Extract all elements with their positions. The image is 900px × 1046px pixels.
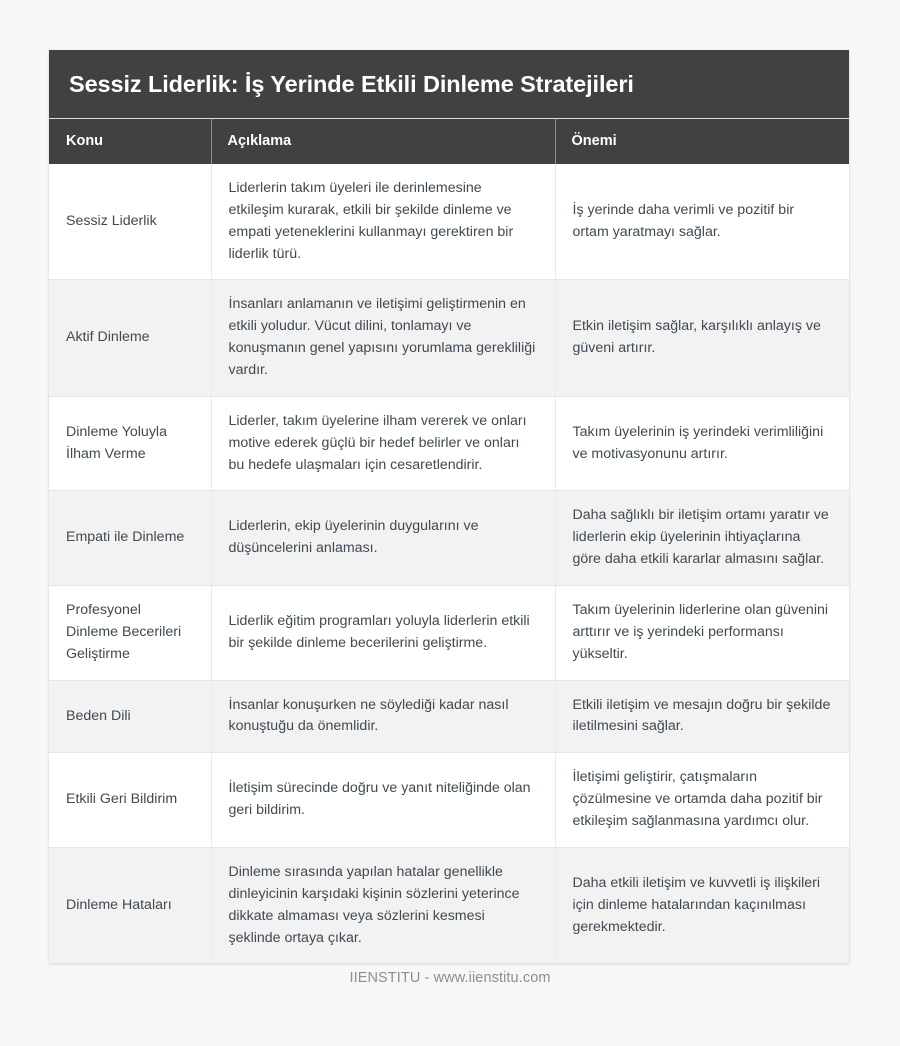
cell-description: İletişim sürecinde doğru ve yanıt niteliğinde olan geri bildirim. <box>211 753 555 848</box>
table-row <box>49 753 849 848</box>
cell-importance: Takım üyelerinin liderlerine olan güvenini arttırır ve iş yerindeki performansı yükseltir. <box>555 586 849 681</box>
cell-importance: Daha sağlıklı bir iletişim ortamı yaratır ve liderlerin ekip üyelerinin ihtiyaçlarına göre daha etkili kararlar almasını sağlar. <box>555 491 849 586</box>
cell-topic: Dinleme Hataları <box>49 847 211 963</box>
cell-importance: Daha etkili iletişim ve kuvvetli iş ilişkileri için dinleme hatalarından kaçınılması gerekmektedir. <box>555 847 849 963</box>
cell-description: İnsanları anlamanın ve iletişimi geliştirmenin en etkili yoludur. Vücut dilini, tonlamayı ve konuşmanın genel yapısını yorumlama gerekliliği vardır. <box>211 280 555 396</box>
cell-topic: Empati ile Dinleme <box>49 491 211 586</box>
cell-topic: Sessiz Liderlik <box>66 212 157 229</box>
footer-attribution: IIENSTITU - www.iienstitu.com <box>349 970 551 986</box>
table-row <box>49 847 849 963</box>
cell-topic: Beden Dili <box>49 680 211 753</box>
cell-topic: Profesyonel Dinleme Becerileri Geliştirme <box>49 586 211 681</box>
table-header-row <box>49 119 849 165</box>
cell-description: Liderlik eğitim programları yoluyla liderlerin etkili bir şekilde dinleme becerilerini geliştirme. <box>211 586 555 681</box>
table-row <box>49 164 849 280</box>
cell-importance: Takım üyelerinin iş yerindeki verimliliğini ve motivasyonunu artırır. <box>555 396 849 491</box>
cell-description: Liderlerin, ekip üyelerinin duygularını ve düşüncelerini anlaması. <box>211 491 555 586</box>
cell-topic: Dinleme Yoluyla İlham Verme <box>49 396 211 491</box>
cell-description: Liderlerin takım üyeleri ile derinlemesine etkileşim kurarak, etkili bir şekilde dinleme ve empati yeteneklerini kullanmayı gerektiren bir liderlik türü. <box>211 164 555 280</box>
cell-importance: İş yerinde daha verimli ve pozitif bir ortam yaratmayı sağlar. <box>555 164 849 280</box>
cell-topic: Etkili Geri Bildirim <box>49 753 211 848</box>
cell-importance: Etkin iletişim sağlar, karşılıklı anlayış ve güveni artırır. <box>555 280 849 396</box>
table-header <box>49 119 849 165</box>
table-row <box>49 586 849 681</box>
cell-topic: Aktif Dinleme <box>49 280 211 396</box>
column-header-aciklama: Açıklama <box>211 119 555 165</box>
column-header-konu: Konu <box>49 119 211 165</box>
cell-description: Liderler, takım üyelerine ilham vererek ve onları motive ederek güçlü bir hedef belirler ve onları bu hedefe ulaşmaları için cesaretlendirir. <box>211 396 555 491</box>
table-row <box>49 280 849 396</box>
column-header-onemi: Önemi <box>555 119 849 165</box>
page-title: Sessiz Liderlik: İş Yerinde Etkili Dinleme Stratejileri <box>49 50 849 118</box>
cell-description: İnsanlar konuşurken ne söylediği kadar nasıl konuştuğu da önemlidir. <box>211 680 555 753</box>
cell-description: Dinleme sırasında yapılan hatalar genellikle dinleyicinin karşıdaki kişinin sözlerini yeterince dikkate almaması veya sözlerini kesmesi şeklinde ortaya çıkar. <box>211 847 555 963</box>
table-row <box>49 680 849 753</box>
table-row <box>49 491 849 586</box>
info-table-card <box>49 50 849 963</box>
strategies-table <box>49 118 849 963</box>
cell-importance: Etkili iletişim ve mesajın doğru bir şekilde iletilmesini sağlar. <box>555 680 849 753</box>
table-row <box>49 396 849 491</box>
cell-importance: İletişimi geliştirir, çatışmaların çözülmesine ve ortamda daha pozitif bir etkileşim sağlanmasına yardımcı olur. <box>555 753 849 848</box>
table-body <box>49 164 849 963</box>
